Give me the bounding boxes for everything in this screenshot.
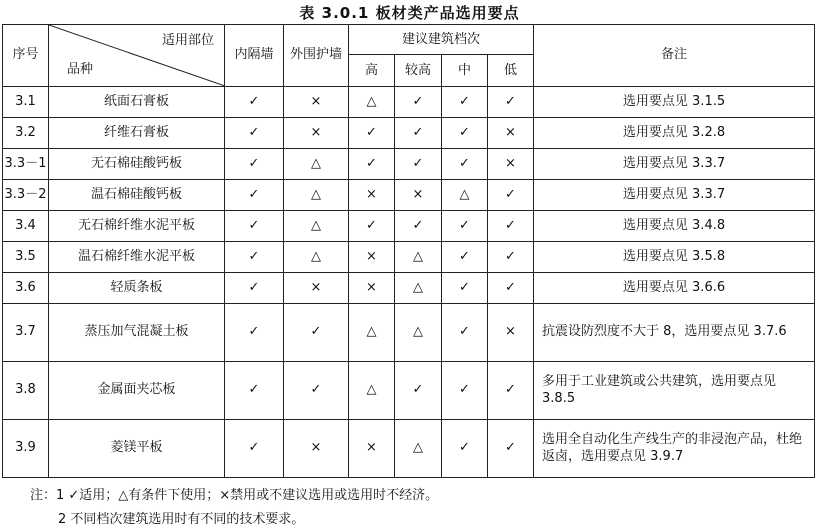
table-row [3,304,815,362]
cell-high: △ [349,362,395,420]
table-row [3,149,815,180]
header-high: 高 [349,55,395,87]
footnote-2: 2 不同档次建筑选用时有不同的技术要求。 [58,512,305,527]
cell-low: × [488,149,534,180]
cell-high: ✓ [349,211,395,242]
cell-high: ✓ [349,149,395,180]
cell-higher: △ [395,420,442,478]
cell-outer: × [284,420,349,478]
cell-remark: 选用要点见 3.2.8 [534,118,815,149]
cell-high: × [349,180,395,211]
cell-inner: ✓ [225,273,284,304]
table-row [3,180,815,211]
header-outer-wall: 外围护墙 [284,25,349,87]
table-title: 表 3.0.1 板材类产品选用要点 [299,4,520,22]
cell-remark: 选用要点见 3.4.8 [534,211,815,242]
table-row [3,118,815,149]
cell-outer: ✓ [284,304,349,362]
cell-high: △ [349,304,395,362]
product-selection-table [2,24,815,478]
cell-low: × [488,304,534,362]
header-seq: 序号 [3,25,49,87]
cell-mid: ✓ [442,273,488,304]
table-row [3,362,815,420]
cell-remark: 抗震设防烈度不大于 8，选用要点见 3.7.6 [534,304,815,362]
cell-high: × [349,242,395,273]
cell-inner: ✓ [225,149,284,180]
header-low: 低 [488,55,534,87]
cell-inner: ✓ [225,304,284,362]
header-remark: 备注 [534,25,815,87]
row-variety: 温石棉硅酸钙板 [49,180,225,211]
row-number: 3.3－2 [3,180,49,211]
row-variety: 金属面夹芯板 [49,362,225,420]
row-variety: 纤维石膏板 [49,118,225,149]
cell-mid: ✓ [442,362,488,420]
cell-inner: ✓ [225,211,284,242]
cell-outer: × [284,273,349,304]
header-diagonal-cell [49,25,225,87]
row-number: 3.4 [3,211,49,242]
header-grade: 建议建筑档次 [349,25,534,55]
row-number: 3.1 [3,87,49,118]
cell-outer: △ [284,149,349,180]
header-higher: 较高 [395,55,442,87]
cell-inner: ✓ [225,87,284,118]
cell-high: ✓ [349,118,395,149]
cell-mid: ✓ [442,242,488,273]
row-number: 3.5 [3,242,49,273]
row-variety: 轻质条板 [49,273,225,304]
cell-low: ✓ [488,242,534,273]
cell-remark: 选用要点见 3.5.8 [534,242,815,273]
cell-inner: ✓ [225,420,284,478]
row-variety: 无石棉硅酸钙板 [49,149,225,180]
table-row [3,242,815,273]
cell-remark: 选用要点见 3.1.5 [534,87,815,118]
cell-higher: ✓ [395,118,442,149]
row-number: 3.6 [3,273,49,304]
cell-higher: ✓ [395,149,442,180]
cell-low: × [488,118,534,149]
header-applicable: 适用部位 [161,33,214,48]
cell-low: ✓ [488,273,534,304]
cell-remark: 选用全自动化生产线生产的非浸泡产品，杜绝返卤，选用要点见 3.9.7 [534,420,815,478]
cell-remark: 选用要点见 3.3.7 [534,180,815,211]
row-variety: 温石棉纤维水泥平板 [49,242,225,273]
cell-mid: ✓ [442,149,488,180]
cell-high: × [349,420,395,478]
header-inner-wall: 内隔墙 [225,25,284,87]
cell-inner: ✓ [225,362,284,420]
footnote-1: 注：1 ✓适用；△有条件下使用；×禁用或不建议选用或选用时不经济。 [30,488,439,503]
cell-inner: ✓ [225,118,284,149]
cell-mid: ✓ [442,87,488,118]
cell-outer: △ [284,180,349,211]
cell-outer: × [284,87,349,118]
cell-outer: × [284,118,349,149]
cell-mid: ✓ [442,304,488,362]
cell-outer: △ [284,211,349,242]
cell-higher: △ [395,273,442,304]
cell-mid: ✓ [442,211,488,242]
cell-outer: △ [284,242,349,273]
table-row [3,211,815,242]
table-row [3,420,815,478]
header-mid: 中 [442,55,488,87]
cell-mid: ✓ [442,118,488,149]
cell-high: △ [349,87,395,118]
cell-low: ✓ [488,420,534,478]
row-variety: 纸面石膏板 [49,87,225,118]
cell-higher: × [395,180,442,211]
cell-inner: ✓ [225,180,284,211]
table-row [3,87,815,118]
row-number: 3.9 [3,420,49,478]
cell-higher: ✓ [395,211,442,242]
cell-remark: 选用要点见 3.6.6 [534,273,815,304]
row-variety: 菱镁平板 [49,420,225,478]
cell-higher: ✓ [395,87,442,118]
row-number: 3.2 [3,118,49,149]
cell-higher: △ [395,242,442,273]
cell-higher: ✓ [395,362,442,420]
row-number: 3.8 [3,362,49,420]
cell-high: × [349,273,395,304]
row-variety: 无石棉纤维水泥平板 [49,211,225,242]
cell-low: ✓ [488,211,534,242]
table-row [3,273,815,304]
cell-remark: 选用要点见 3.3.7 [534,149,815,180]
cell-outer: ✓ [284,362,349,420]
row-number: 3.3－1 [3,149,49,180]
cell-remark: 多用于工业建筑或公共建筑，选用要点见 3.8.5 [534,362,815,420]
cell-inner: ✓ [225,242,284,273]
cell-low: ✓ [488,180,534,211]
header-variety: 品种 [67,61,94,77]
cell-mid: △ [442,180,488,211]
cell-low: ✓ [488,362,534,420]
cell-higher: △ [395,304,442,362]
cell-mid: ✓ [442,420,488,478]
cell-low: ✓ [488,87,534,118]
row-variety: 蒸压加气混凝土板 [49,304,225,362]
row-number: 3.7 [3,304,49,362]
